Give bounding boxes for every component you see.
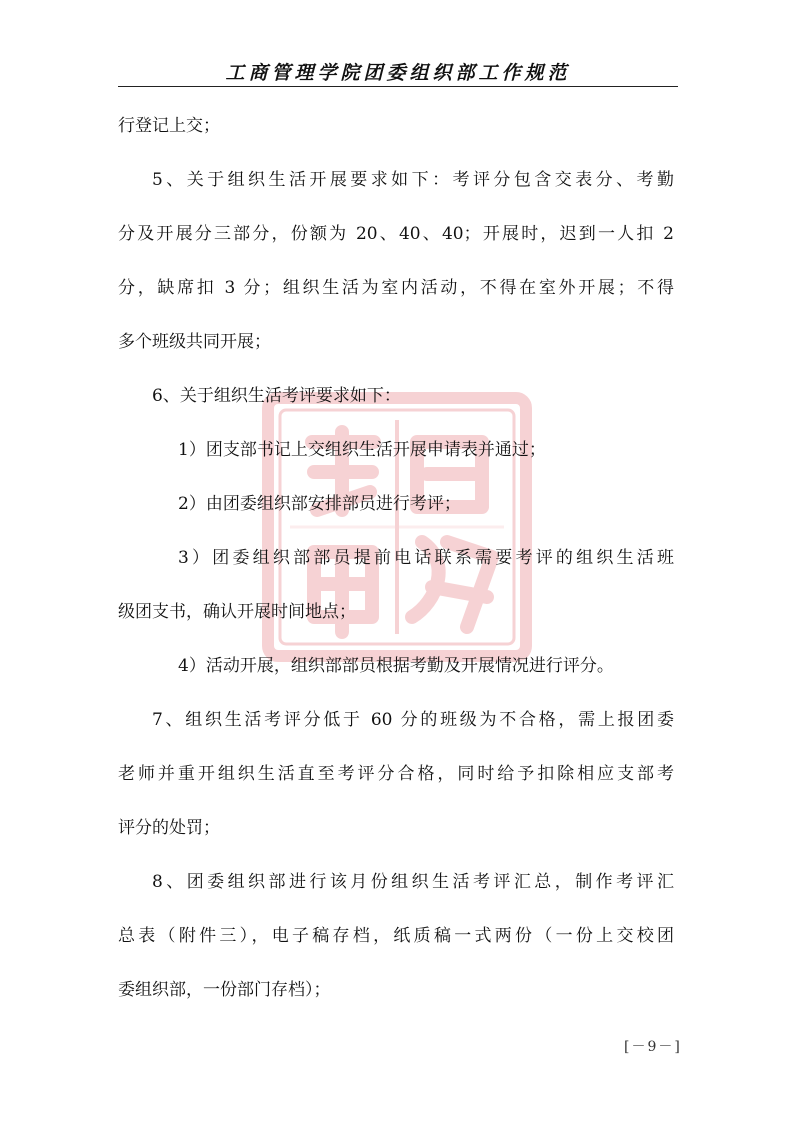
paragraph-line: 评分的处罚； (118, 818, 220, 838)
list-item-continuation: 级团支书，确认开展时间地点； (118, 602, 356, 622)
header-divider (118, 86, 678, 87)
paragraph-line: 老师并重开组织生活直至考评分合格，同时给予扣除相应支部考 (118, 764, 674, 784)
paragraph-line: 7、组织生活考评分低于 60 分的班级为不合格，需上报团委 (152, 710, 674, 730)
paragraph-line: 行登记上交； (118, 116, 220, 136)
section-heading: 6、关于组织生活考评要求如下： (152, 386, 401, 406)
list-item: 4）活动开展，组织部部员根据考勤及开展情况进行评分。 (178, 656, 614, 676)
page-number: [－9－] (624, 1039, 682, 1055)
paragraph-line: 委组织部，一份部门存档）； (118, 980, 331, 1000)
list-item: 3）团委组织部部员提前电话联系需要考评的组织生活班 (178, 548, 674, 568)
paragraph-line: 多个班级共同开展； (118, 332, 271, 352)
paragraph-line: 分，缺席扣 3 分；组织生活为室内活动，不得在室外开展；不得 (118, 278, 674, 298)
paragraph-line: 8、团委组织部进行该月份组织生活考评汇总，制作考评汇 (152, 872, 674, 892)
paragraph-line: 分及开展分三部分，份额为 20、40、40；开展时，迟到一人扣 2 (118, 224, 674, 244)
page-header-title: 工商管理学院团委组织部工作规范 (225, 62, 571, 84)
list-item: 1）团支部书记上交组织生活开展申请表并通过； (178, 440, 546, 460)
paragraph-line: 总表（附件三），电子稿存档，纸质稿一式两份（一份上交校团 (118, 926, 674, 946)
paragraph-line: 5、关于组织生活开展要求如下：考评分包含交表分、考勤 (152, 170, 674, 190)
list-item: 2）由团委组织部安排部员进行考评； (178, 494, 461, 514)
